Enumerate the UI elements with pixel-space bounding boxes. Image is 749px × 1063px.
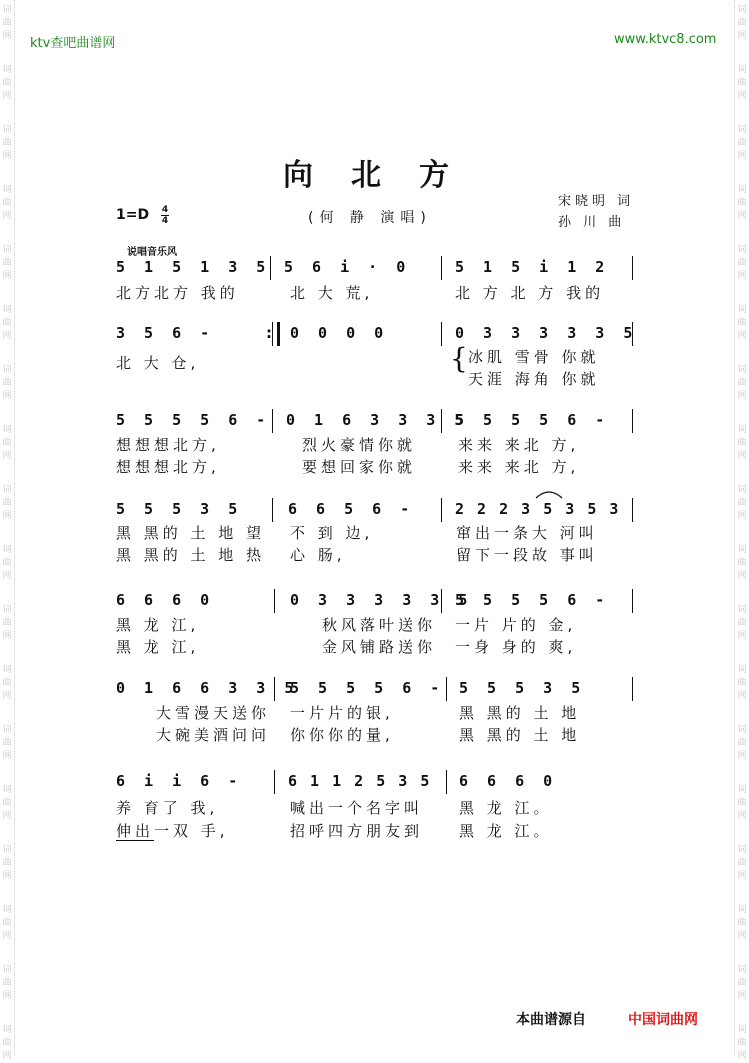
lyric-line: 北 大 仓,	[116, 354, 200, 372]
style-marking: 说唱音乐风	[127, 247, 177, 258]
watermark-text: 词曲网	[737, 5, 747, 41]
notes-measure: 0 1 6 6 3 3 5	[116, 679, 299, 697]
watermark-text: 词曲网	[2, 545, 12, 581]
lyric-line: 黑 龙 江,	[116, 616, 200, 634]
barline	[632, 589, 633, 613]
barline	[441, 589, 442, 613]
site-url-right[interactable]: www.ktvc8.com	[614, 32, 717, 47]
notes-measure: 6 6 6 0	[116, 591, 215, 609]
lyric-line: 伸出一双 手,	[116, 822, 229, 840]
watermark-text: 词曲网	[2, 305, 12, 341]
lyric-line: 北 方 北 方 我的	[455, 284, 605, 302]
lyric-line: 一片 片的 金,	[455, 616, 577, 634]
watermark-text: 词曲网	[737, 365, 747, 401]
notes-measure: 0 0 0 0	[290, 324, 389, 342]
lyric-line: 你你你的量,	[290, 726, 394, 744]
watermark-text: 词曲网	[2, 785, 12, 821]
lyric-line: 招呼四方朋友到	[290, 822, 424, 840]
watermark-text: 词曲网	[737, 65, 747, 101]
lyric-line: 黑 黑的 土 地	[459, 704, 581, 722]
lyric-line: 大雪漫天送你	[156, 704, 271, 722]
barline	[270, 256, 271, 280]
lyric-line: 一片片的银,	[290, 704, 394, 722]
watermark-text: 词曲网	[737, 965, 747, 1001]
lyric-line: 一身 身的 爽,	[455, 638, 577, 656]
lyric-line: 要想回家你就	[302, 458, 417, 476]
notes-measure: 0 3 3 3 3 3 5	[290, 591, 473, 609]
barline	[632, 409, 633, 433]
watermark-text: 词曲网	[737, 845, 747, 881]
repeat-barline	[272, 322, 280, 346]
lyric-line: 冰肌 雪骨 你就	[468, 348, 600, 366]
notes-measure: 6 6 6 0	[459, 772, 558, 790]
watermark-text: 词曲网	[2, 485, 12, 521]
lyric-line: 黑 龙 江。	[459, 822, 553, 840]
notes-measure: 5 5 5 5 6 -	[290, 679, 445, 697]
lyric-line: 黑 黑的 土 地 望	[116, 524, 266, 542]
watermark-text: 词曲网	[737, 305, 747, 341]
watermark-text: 词曲网	[737, 785, 747, 821]
left-margin-line	[14, 0, 15, 1056]
time-signature-denominator: 4	[161, 216, 169, 226]
watermark-text: 词曲网	[737, 125, 747, 161]
watermark-text: 词曲网	[737, 1025, 747, 1061]
lyric-line: 烈火豪情你就	[302, 436, 417, 454]
barline	[274, 589, 275, 613]
watermark-text: 词曲网	[2, 845, 12, 881]
watermark-text: 词曲网	[2, 1025, 12, 1061]
right-watermark-strip	[735, 0, 749, 1061]
lyric-line: 北方北方 我的	[116, 284, 239, 302]
site-name-left[interactable]: ktv查吧曲谱网	[30, 36, 116, 51]
notes-measure: 2 2 2 3 5 3 5 3	[455, 500, 621, 518]
lyric-line: 心 肠,	[290, 546, 346, 564]
notes-measure: 5 5 5 5 6 -	[455, 591, 610, 609]
lyric-line: 喊出一个名字叫	[290, 799, 424, 817]
lyric-line: 想想想北方,	[116, 436, 220, 454]
left-watermark-strip	[0, 0, 14, 1061]
lyric-line: 想想想北方,	[116, 458, 220, 476]
barline	[274, 770, 275, 794]
singer-credit: (何 静 演唱)	[308, 210, 432, 226]
lyric-line: 天涯 海角 你就	[468, 370, 600, 388]
notes-measure: 3 5 6 -	[116, 324, 215, 342]
source-label: 本曲谱源自	[516, 1012, 586, 1028]
barline	[632, 256, 633, 280]
source-site-link[interactable]: 中国词曲网	[628, 1012, 698, 1028]
watermark-text: 词曲网	[737, 725, 747, 761]
watermark-text: 词曲网	[737, 545, 747, 581]
slur-mark	[534, 489, 564, 499]
watermark-text: 词曲网	[2, 65, 12, 101]
barline	[441, 322, 442, 346]
barline	[632, 677, 633, 701]
watermark-text: 词曲网	[2, 245, 12, 281]
barline	[632, 322, 633, 346]
watermark-text: 词曲网	[737, 665, 747, 701]
time-signature-numerator: 4	[161, 205, 169, 215]
watermark-text: 词曲网	[2, 905, 12, 941]
lyric-line: 来来 来北 方,	[458, 436, 580, 454]
notes-measure: 5 5 5 3 5	[116, 500, 243, 518]
watermark-text: 词曲网	[2, 125, 12, 161]
watermark-text: 词曲网	[2, 965, 12, 1001]
notes-measure: 0 3 3 3 3 3 5	[455, 324, 638, 342]
lyric-underline	[116, 840, 154, 841]
lyric-line: 北 大 荒,	[290, 284, 374, 302]
lyric-line: 黑 龙 江。	[459, 799, 553, 817]
lyric-line: 黑 黑的 土 地 热	[116, 546, 266, 564]
lyric-line: 不 到 边,	[290, 524, 374, 542]
notes-measure: 5 6 i · 0	[284, 258, 411, 276]
notes-measure: 5 1 5 1 3 5	[116, 258, 271, 276]
lyricist-credit: 宋晓明 词	[558, 194, 635, 209]
barline	[632, 498, 633, 522]
composer-credit: 孙 川 曲	[558, 215, 626, 230]
lyric-line: 大碗美酒问问	[156, 726, 271, 744]
watermark-text: 词曲网	[737, 605, 747, 641]
watermark-text: 词曲网	[737, 485, 747, 521]
watermark-text: 词曲网	[2, 365, 12, 401]
watermark-text: 词曲网	[2, 425, 12, 461]
watermark-text: 词曲网	[737, 425, 747, 461]
barline	[446, 770, 447, 794]
lyric-line: 养 育了 我,	[116, 799, 219, 817]
notes-measure: 0 1 6 3 3 3 5	[286, 411, 469, 429]
notes-measure: 5 1 5 i 1 2	[455, 258, 610, 276]
watermark-text: 词曲网	[2, 185, 12, 221]
lyric-line: 金风铺路送你	[322, 638, 437, 656]
notes-measure: 6 1 1 2 5 3 5	[288, 772, 432, 790]
barline	[272, 498, 273, 522]
watermark-text: 词曲网	[737, 245, 747, 281]
watermark-text: 词曲网	[737, 185, 747, 221]
time-signature	[160, 205, 170, 226]
barline	[441, 409, 442, 433]
lyric-line: 黑 黑的 土 地	[459, 726, 581, 744]
lyric-line: 黑 龙 江,	[116, 638, 200, 656]
repeat-dots: :	[266, 324, 272, 342]
key-signature: 1=D	[116, 207, 150, 223]
barline	[274, 677, 275, 701]
notes-measure: 5 5 5 5 6 -	[116, 411, 271, 429]
watermark-text: 词曲网	[2, 665, 12, 701]
watermark-text: 词曲网	[2, 725, 12, 761]
barline	[441, 498, 442, 522]
barline	[272, 409, 273, 433]
watermark-text: 词曲网	[737, 905, 747, 941]
song-title: 向北方	[283, 158, 487, 193]
lyric-line: 秋风落叶送你	[322, 616, 437, 634]
barline	[441, 256, 442, 280]
barline	[446, 677, 447, 701]
notes-measure: 6 6 5 6 -	[288, 500, 415, 518]
lyric-line: 窜出一条大 河叫	[456, 524, 598, 542]
verse-brace: {	[450, 342, 468, 375]
watermark-text: 词曲网	[2, 605, 12, 641]
lyric-line: 来来 来北 方,	[458, 458, 580, 476]
notes-measure: 5 5 5 3 5	[459, 679, 586, 697]
notes-measure: 5 5 5 5 6 -	[455, 411, 610, 429]
lyric-line: 留下一段故 事叫	[456, 546, 598, 564]
notes-measure: 6 i i 6 -	[116, 772, 243, 790]
watermark-text: 词曲网	[2, 5, 12, 41]
